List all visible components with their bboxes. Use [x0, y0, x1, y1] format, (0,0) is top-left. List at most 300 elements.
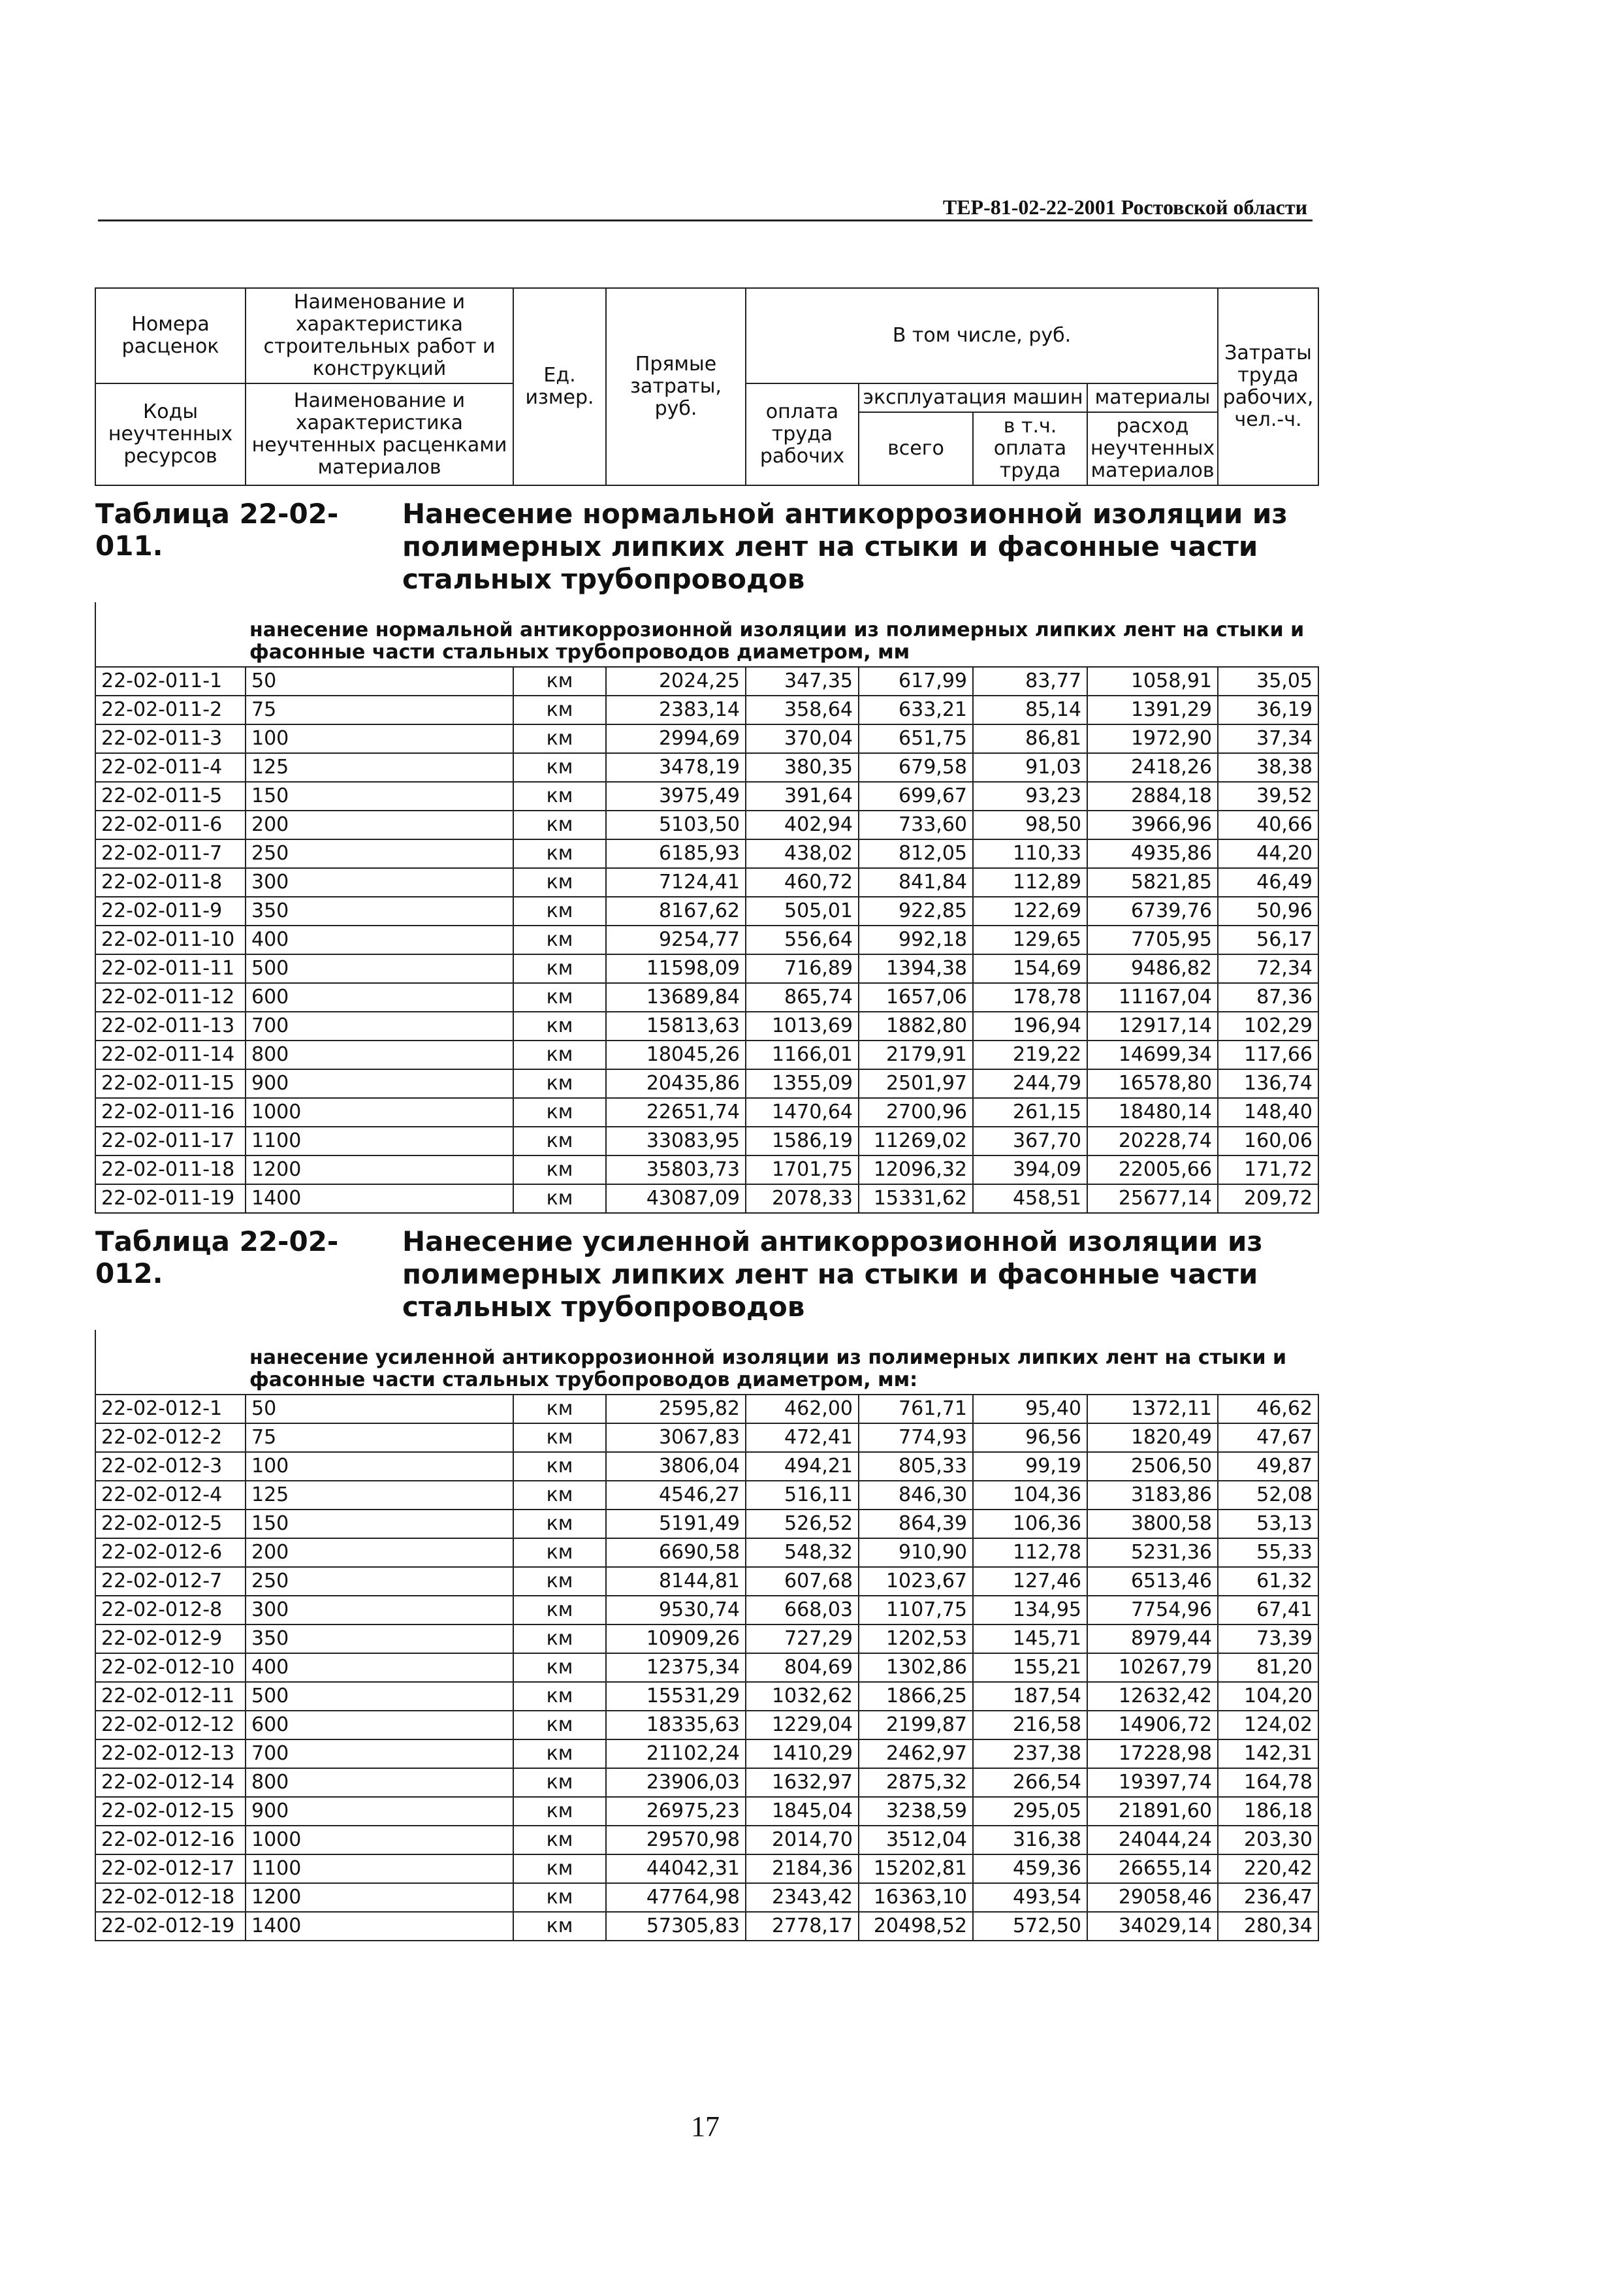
rate-code-cell: 22-02-012-10 — [95, 1653, 246, 1682]
labor-pay-cell: 472,41 — [746, 1423, 859, 1452]
rate-code-cell: 22-02-011-16 — [95, 1098, 246, 1127]
table-row — [95, 1768, 1318, 1797]
unit-cell: км — [513, 983, 606, 1012]
unit-cell: км — [513, 868, 606, 897]
materials-cell: 24044,24 — [1087, 1826, 1218, 1854]
diameter-cell: 100 — [246, 724, 513, 753]
machines-total-cell: 12096,32 — [859, 1155, 973, 1184]
labor-hours-cell: 44,20 — [1218, 839, 1318, 868]
materials-cell: 29058,46 — [1087, 1883, 1218, 1912]
table-row — [95, 1711, 1318, 1739]
machines-labor-cell: 106,36 — [973, 1510, 1087, 1538]
diameter-cell: 125 — [246, 753, 513, 782]
rate-code-cell: 22-02-012-17 — [95, 1854, 246, 1883]
materials-cell: 11167,04 — [1087, 983, 1218, 1012]
direct-costs-cell: 15813,63 — [606, 1012, 746, 1041]
machines-total-cell: 1202,53 — [859, 1624, 973, 1653]
machines-total-cell: 11269,02 — [859, 1127, 973, 1155]
direct-costs-cell: 9530,74 — [606, 1596, 746, 1624]
labor-hours-cell: 39,52 — [1218, 782, 1318, 811]
machines-labor-cell: 99,19 — [973, 1452, 1087, 1481]
direct-costs-cell: 2595,82 — [606, 1395, 746, 1423]
diameter-cell: 200 — [246, 811, 513, 839]
machines-total-cell: 761,71 — [859, 1395, 973, 1423]
machines-labor-cell: 85,14 — [973, 696, 1087, 724]
labor-hours-cell: 73,39 — [1218, 1624, 1318, 1653]
machines-labor-cell: 572,50 — [973, 1912, 1087, 1941]
rate-code-cell: 22-02-012-15 — [95, 1797, 246, 1826]
rate-code-cell: 22-02-012-12 — [95, 1711, 246, 1739]
labor-pay-cell: 391,64 — [746, 782, 859, 811]
direct-costs-cell: 18045,26 — [606, 1041, 746, 1069]
materials-cell: 9486,82 — [1087, 954, 1218, 983]
direct-costs-cell: 8144,81 — [606, 1567, 746, 1596]
direct-costs-cell: 2383,14 — [606, 696, 746, 724]
materials-cell: 3966,96 — [1087, 811, 1218, 839]
direct-costs-cell: 5103,50 — [606, 811, 746, 839]
materials-cell: 4935,86 — [1087, 839, 1218, 868]
materials-cell: 8979,44 — [1087, 1624, 1218, 1653]
rate-code-cell: 22-02-012-5 — [95, 1510, 246, 1538]
diameter-cell: 1400 — [246, 1912, 513, 1941]
machines-total-cell: 633,21 — [859, 696, 973, 724]
table-row — [95, 1452, 1318, 1481]
labor-hours-cell: 124,02 — [1218, 1711, 1318, 1739]
direct-costs-cell: 33083,95 — [606, 1127, 746, 1155]
machines-labor-cell: 83,77 — [973, 667, 1087, 696]
direct-costs-cell: 5191,49 — [606, 1510, 746, 1538]
materials-cell: 25677,14 — [1087, 1184, 1218, 1213]
unit-cell: км — [513, 839, 606, 868]
machines-total-cell: 841,84 — [859, 868, 973, 897]
machines-total-cell: 1866,25 — [859, 1682, 973, 1711]
unit-cell: км — [513, 1682, 606, 1711]
direct-costs-cell: 12375,34 — [606, 1653, 746, 1682]
labor-hours-cell: 46,49 — [1218, 868, 1318, 897]
col-materials-unaccounted: расход неучтенных материалов — [1087, 412, 1218, 485]
machines-total-cell: 651,75 — [859, 724, 973, 753]
labor-pay-cell: 1166,01 — [746, 1041, 859, 1069]
table-row — [95, 696, 1318, 724]
section-subtitle-row — [95, 1330, 1318, 1395]
table-row — [95, 1481, 1318, 1510]
labor-hours-cell: 171,72 — [1218, 1155, 1318, 1184]
rate-code-cell: 22-02-011-6 — [95, 811, 246, 839]
diameter-cell: 1200 — [246, 1155, 513, 1184]
diameter-cell: 400 — [246, 1653, 513, 1682]
machines-total-cell: 15202,81 — [859, 1854, 973, 1883]
machines-labor-cell: 458,51 — [973, 1184, 1087, 1213]
direct-costs-cell: 8167,62 — [606, 897, 746, 926]
labor-pay-cell: 358,64 — [746, 696, 859, 724]
labor-hours-cell: 50,96 — [1218, 897, 1318, 926]
diameter-cell: 700 — [246, 1012, 513, 1041]
materials-cell: 12632,42 — [1087, 1682, 1218, 1711]
unit-cell: км — [513, 1883, 606, 1912]
rate-code-cell: 22-02-011-13 — [95, 1012, 246, 1041]
unit-cell: км — [513, 954, 606, 983]
materials-cell: 19397,74 — [1087, 1768, 1218, 1797]
direct-costs-cell: 43087,09 — [606, 1184, 746, 1213]
unit-cell: км — [513, 696, 606, 724]
rate-code-cell: 22-02-011-4 — [95, 753, 246, 782]
labor-hours-cell: 46,62 — [1218, 1395, 1318, 1423]
diameter-cell: 800 — [246, 1768, 513, 1797]
col-codes-bottom: Коды неучтенных ресурсов — [95, 383, 246, 485]
machines-labor-cell: 127,46 — [973, 1567, 1087, 1596]
rate-code-cell: 22-02-012-2 — [95, 1423, 246, 1452]
direct-costs-cell: 3806,04 — [606, 1452, 746, 1481]
unit-cell: км — [513, 1481, 606, 1510]
machines-labor-cell: 266,54 — [973, 1768, 1087, 1797]
labor-hours-cell: 186,18 — [1218, 1797, 1318, 1826]
diameter-cell: 1000 — [246, 1098, 513, 1127]
section-subtitle-row — [95, 602, 1318, 667]
machines-total-cell: 20498,52 — [859, 1912, 973, 1941]
rate-code-cell: 22-02-012-11 — [95, 1682, 246, 1711]
section-title-row — [95, 485, 1318, 602]
labor-pay-cell: 2778,17 — [746, 1912, 859, 1941]
labor-pay-cell: 804,69 — [746, 1653, 859, 1682]
rate-code-cell: 22-02-012-16 — [95, 1826, 246, 1854]
machines-total-cell: 16363,10 — [859, 1883, 973, 1912]
machines-total-cell: 846,30 — [859, 1481, 973, 1510]
labor-hours-cell: 53,13 — [1218, 1510, 1318, 1538]
unit-cell: км — [513, 1653, 606, 1682]
materials-cell: 2506,50 — [1087, 1452, 1218, 1481]
section-title — [95, 498, 1318, 596]
materials-cell: 17228,98 — [1087, 1739, 1218, 1768]
diameter-cell: 350 — [246, 897, 513, 926]
rate-code-cell: 22-02-011-7 — [95, 839, 246, 868]
unit-cell: км — [513, 1711, 606, 1739]
machines-total-cell: 1023,67 — [859, 1567, 973, 1596]
machines-total-cell: 3512,04 — [859, 1826, 973, 1854]
machines-labor-cell: 104,36 — [973, 1481, 1087, 1510]
rate-code-cell: 22-02-011-18 — [95, 1155, 246, 1184]
materials-cell: 5231,36 — [1087, 1538, 1218, 1567]
labor-pay-cell: 402,94 — [746, 811, 859, 839]
diameter-cell: 400 — [246, 926, 513, 954]
labor-hours-cell: 164,78 — [1218, 1768, 1318, 1797]
labor-pay-cell: 460,72 — [746, 868, 859, 897]
diameter-cell: 700 — [246, 1739, 513, 1768]
table-row — [95, 1155, 1318, 1184]
section-heading: Нанесение усиленной антикоррозионной изоляции из полимерных липких лент на стыки и фасонные части стальных трубопроводов — [402, 1225, 1263, 1323]
rate-code-cell: 22-02-012-6 — [95, 1538, 246, 1567]
table-row — [95, 1596, 1318, 1624]
section-heading: Нанесение нормальной антикоррозионной изоляции из полимерных липких лент на стыки и фасонные части стальных трубопроводов — [402, 498, 1288, 595]
labor-pay-cell: 668,03 — [746, 1596, 859, 1624]
price-table — [95, 287, 1319, 1941]
document-header — [98, 196, 1313, 221]
diameter-cell: 300 — [246, 868, 513, 897]
section-label: Таблица 22-02-011. — [95, 498, 339, 562]
materials-cell: 26655,14 — [1087, 1854, 1218, 1883]
rate-code-cell: 22-02-012-7 — [95, 1567, 246, 1596]
col-labor-pay: оплата труда рабочих — [746, 383, 859, 485]
rate-code-cell: 22-02-012-13 — [95, 1739, 246, 1768]
machines-total-cell: 1882,80 — [859, 1012, 973, 1041]
table-row — [95, 1797, 1318, 1826]
labor-pay-cell: 347,35 — [746, 667, 859, 696]
labor-hours-cell: 209,72 — [1218, 1184, 1318, 1213]
materials-cell: 21891,60 — [1087, 1797, 1218, 1826]
table-row — [95, 1098, 1318, 1127]
page-number: 17 — [691, 2110, 720, 2142]
diameter-cell: 250 — [246, 1567, 513, 1596]
rate-code-cell: 22-02-012-14 — [95, 1768, 246, 1797]
direct-costs-cell: 44042,31 — [606, 1854, 746, 1883]
diameter-cell: 150 — [246, 1510, 513, 1538]
col-machines-labor: в т.ч. оплата труда — [973, 412, 1087, 485]
labor-hours-cell: 47,67 — [1218, 1423, 1318, 1452]
rate-code-cell: 22-02-011-11 — [95, 954, 246, 983]
rate-code-cell: 22-02-011-19 — [95, 1184, 246, 1213]
diameter-cell: 200 — [246, 1538, 513, 1567]
labor-hours-cell: 56,17 — [1218, 926, 1318, 954]
col-machines-total: всего — [859, 412, 973, 485]
rate-code-cell: 22-02-011-17 — [95, 1127, 246, 1155]
unit-cell: км — [513, 1596, 606, 1624]
labor-pay-cell: 556,64 — [746, 926, 859, 954]
direct-costs-cell: 57305,83 — [606, 1912, 746, 1941]
materials-cell: 2418,26 — [1087, 753, 1218, 782]
materials-cell: 6513,46 — [1087, 1567, 1218, 1596]
labor-hours-cell: 36,19 — [1218, 696, 1318, 724]
labor-pay-cell: 516,11 — [746, 1481, 859, 1510]
materials-cell: 16578,80 — [1087, 1069, 1218, 1098]
direct-costs-cell: 11598,09 — [606, 954, 746, 983]
materials-cell: 6739,76 — [1087, 897, 1218, 926]
table-row — [95, 1682, 1318, 1711]
labor-hours-cell: 67,41 — [1218, 1596, 1318, 1624]
unit-cell: км — [513, 1069, 606, 1098]
unit-cell: км — [513, 1184, 606, 1213]
labor-hours-cell: 87,36 — [1218, 983, 1318, 1012]
labor-hours-cell: 220,42 — [1218, 1854, 1318, 1883]
rate-code-cell: 22-02-012-3 — [95, 1452, 246, 1481]
machines-labor-cell: 134,95 — [973, 1596, 1087, 1624]
machines-labor-cell: 261,15 — [973, 1098, 1087, 1127]
col-including: В том числе, руб. — [746, 288, 1218, 383]
unit-cell: км — [513, 1098, 606, 1127]
direct-costs-cell: 29570,98 — [606, 1826, 746, 1854]
materials-cell: 7705,95 — [1087, 926, 1218, 954]
labor-hours-cell: 160,06 — [1218, 1127, 1318, 1155]
direct-costs-cell: 3478,19 — [606, 753, 746, 782]
rate-code-cell: 22-02-011-2 — [95, 696, 246, 724]
machines-labor-cell: 155,21 — [973, 1653, 1087, 1682]
unit-cell: км — [513, 1768, 606, 1797]
machines-labor-cell: 112,78 — [973, 1538, 1087, 1567]
labor-pay-cell: 548,32 — [746, 1538, 859, 1567]
machines-total-cell: 2501,97 — [859, 1069, 973, 1098]
unit-cell: км — [513, 1395, 606, 1423]
materials-cell: 1972,90 — [1087, 724, 1218, 753]
materials-cell: 1391,29 — [1087, 696, 1218, 724]
unit-cell: км — [513, 1797, 606, 1826]
table-row — [95, 926, 1318, 954]
machines-total-cell: 774,93 — [859, 1423, 973, 1452]
labor-hours-cell: 38,38 — [1218, 753, 1318, 782]
machines-labor-cell: 237,38 — [973, 1739, 1087, 1768]
machines-total-cell: 864,39 — [859, 1510, 973, 1538]
unit-cell: км — [513, 1423, 606, 1452]
machines-total-cell: 922,85 — [859, 897, 973, 926]
direct-costs-cell: 26975,23 — [606, 1797, 746, 1826]
labor-pay-cell: 462,00 — [746, 1395, 859, 1423]
unit-cell: км — [513, 926, 606, 954]
labor-pay-cell: 1470,64 — [746, 1098, 859, 1127]
diameter-cell: 1100 — [246, 1127, 513, 1155]
labor-pay-cell: 494,21 — [746, 1452, 859, 1481]
labor-hours-cell: 142,31 — [1218, 1739, 1318, 1768]
materials-cell: 22005,66 — [1087, 1155, 1218, 1184]
machines-labor-cell: 196,94 — [973, 1012, 1087, 1041]
table-row — [95, 667, 1318, 696]
rate-code-cell: 22-02-012-1 — [95, 1395, 246, 1423]
machines-labor-cell: 91,03 — [973, 753, 1087, 782]
labor-hours-cell: 236,47 — [1218, 1883, 1318, 1912]
direct-costs-cell: 20435,86 — [606, 1069, 746, 1098]
machines-labor-cell: 96,56 — [973, 1423, 1087, 1452]
table-row — [95, 1510, 1318, 1538]
materials-cell: 34029,14 — [1087, 1912, 1218, 1941]
materials-cell: 12917,14 — [1087, 1012, 1218, 1041]
machines-labor-cell: 95,40 — [973, 1395, 1087, 1423]
machines-labor-cell: 129,65 — [973, 926, 1087, 954]
labor-pay-cell: 1410,29 — [746, 1739, 859, 1768]
diameter-cell: 1100 — [246, 1854, 513, 1883]
diameter-cell: 50 — [246, 667, 513, 696]
machines-labor-cell: 316,38 — [973, 1826, 1087, 1854]
diameter-cell: 350 — [246, 1624, 513, 1653]
rate-code-cell: 22-02-012-9 — [95, 1624, 246, 1653]
unit-cell: км — [513, 667, 606, 696]
unit-cell: км — [513, 897, 606, 926]
materials-cell: 14906,72 — [1087, 1711, 1218, 1739]
table-row — [95, 1567, 1318, 1596]
labor-pay-cell: 1032,62 — [746, 1682, 859, 1711]
unit-cell: км — [513, 1510, 606, 1538]
table-row — [95, 1883, 1318, 1912]
machines-labor-cell: 187,54 — [973, 1682, 1087, 1711]
rate-code-cell: 22-02-012-8 — [95, 1596, 246, 1624]
direct-costs-cell: 22651,74 — [606, 1098, 746, 1127]
table-row — [95, 1127, 1318, 1155]
table-row — [95, 1041, 1318, 1069]
labor-hours-cell: 117,66 — [1218, 1041, 1318, 1069]
materials-cell: 3183,86 — [1087, 1481, 1218, 1510]
materials-cell: 1372,11 — [1087, 1395, 1218, 1423]
section-subtitle: нанесение усиленной антикоррозионной изоляции из полимерных липких лент на стыки и фасонные части стальных трубопроводов диаметром, мм: — [249, 1346, 1287, 1391]
labor-pay-cell: 526,52 — [746, 1510, 859, 1538]
table-row — [95, 1069, 1318, 1098]
diameter-cell: 1000 — [246, 1826, 513, 1854]
machines-total-cell: 812,05 — [859, 839, 973, 868]
diameter-cell: 500 — [246, 1682, 513, 1711]
table-row — [95, 1012, 1318, 1041]
materials-cell: 18480,14 — [1087, 1098, 1218, 1127]
diameter-cell: 125 — [246, 1481, 513, 1510]
machines-labor-cell: 154,69 — [973, 954, 1087, 983]
machines-total-cell: 1107,75 — [859, 1596, 973, 1624]
materials-cell: 1820,49 — [1087, 1423, 1218, 1452]
table-row — [95, 983, 1318, 1012]
rate-code-cell: 22-02-011-9 — [95, 897, 246, 926]
labor-pay-cell: 1586,19 — [746, 1127, 859, 1155]
labor-hours-cell: 35,05 — [1218, 667, 1318, 696]
table-row — [95, 839, 1318, 868]
table-row — [95, 782, 1318, 811]
labor-hours-cell: 81,20 — [1218, 1653, 1318, 1682]
machines-labor-cell: 93,23 — [973, 782, 1087, 811]
machines-labor-cell: 459,36 — [973, 1854, 1087, 1883]
table-row — [95, 868, 1318, 897]
col-machines: эксплуатация машин — [859, 383, 1087, 412]
machines-total-cell: 2875,32 — [859, 1768, 973, 1797]
table-row — [95, 724, 1318, 753]
unit-cell: км — [513, 1739, 606, 1768]
machines-total-cell: 805,33 — [859, 1452, 973, 1481]
direct-costs-cell: 21102,24 — [606, 1739, 746, 1768]
diameter-cell: 600 — [246, 1711, 513, 1739]
labor-pay-cell: 1355,09 — [746, 1069, 859, 1098]
machines-total-cell: 3238,59 — [859, 1797, 973, 1826]
machines-total-cell: 2700,96 — [859, 1098, 973, 1127]
machines-total-cell: 15331,62 — [859, 1184, 973, 1213]
labor-pay-cell: 370,04 — [746, 724, 859, 753]
table-row — [95, 954, 1318, 983]
machines-labor-cell: 367,70 — [973, 1127, 1087, 1155]
materials-cell: 1058,91 — [1087, 667, 1218, 696]
table-row — [95, 1653, 1318, 1682]
machines-total-cell: 2179,91 — [859, 1041, 973, 1069]
machines-total-cell: 910,90 — [859, 1538, 973, 1567]
direct-costs-cell: 7124,41 — [606, 868, 746, 897]
rate-code-cell: 22-02-012-4 — [95, 1481, 246, 1510]
machines-labor-cell: 394,09 — [973, 1155, 1087, 1184]
machines-labor-cell: 122,69 — [973, 897, 1087, 926]
materials-cell: 20228,74 — [1087, 1127, 1218, 1155]
unit-cell: км — [513, 1912, 606, 1941]
machines-total-cell: 617,99 — [859, 667, 973, 696]
labor-pay-cell: 727,29 — [746, 1624, 859, 1653]
machines-labor-cell: 98,50 — [973, 811, 1087, 839]
direct-costs-cell: 6690,58 — [606, 1538, 746, 1567]
col-name-top: Наименование и характеристика строительных работ и конструкций — [246, 288, 513, 383]
direct-costs-cell: 4546,27 — [606, 1481, 746, 1510]
diameter-cell: 1200 — [246, 1883, 513, 1912]
table-row — [95, 1423, 1318, 1452]
rate-code-cell: 22-02-011-3 — [95, 724, 246, 753]
machines-labor-cell: 493,54 — [973, 1883, 1087, 1912]
unit-cell: км — [513, 1041, 606, 1069]
unit-cell: км — [513, 724, 606, 753]
labor-pay-cell: 865,74 — [746, 983, 859, 1012]
unit-cell: км — [513, 1854, 606, 1883]
unit-cell: км — [513, 1155, 606, 1184]
machines-total-cell: 699,67 — [859, 782, 973, 811]
materials-cell: 10267,79 — [1087, 1653, 1218, 1682]
rate-code-cell: 22-02-011-5 — [95, 782, 246, 811]
machines-total-cell: 992,18 — [859, 926, 973, 954]
unit-cell: км — [513, 1826, 606, 1854]
labor-hours-cell: 104,20 — [1218, 1682, 1318, 1711]
diameter-cell: 100 — [246, 1452, 513, 1481]
labor-hours-cell: 40,66 — [1218, 811, 1318, 839]
